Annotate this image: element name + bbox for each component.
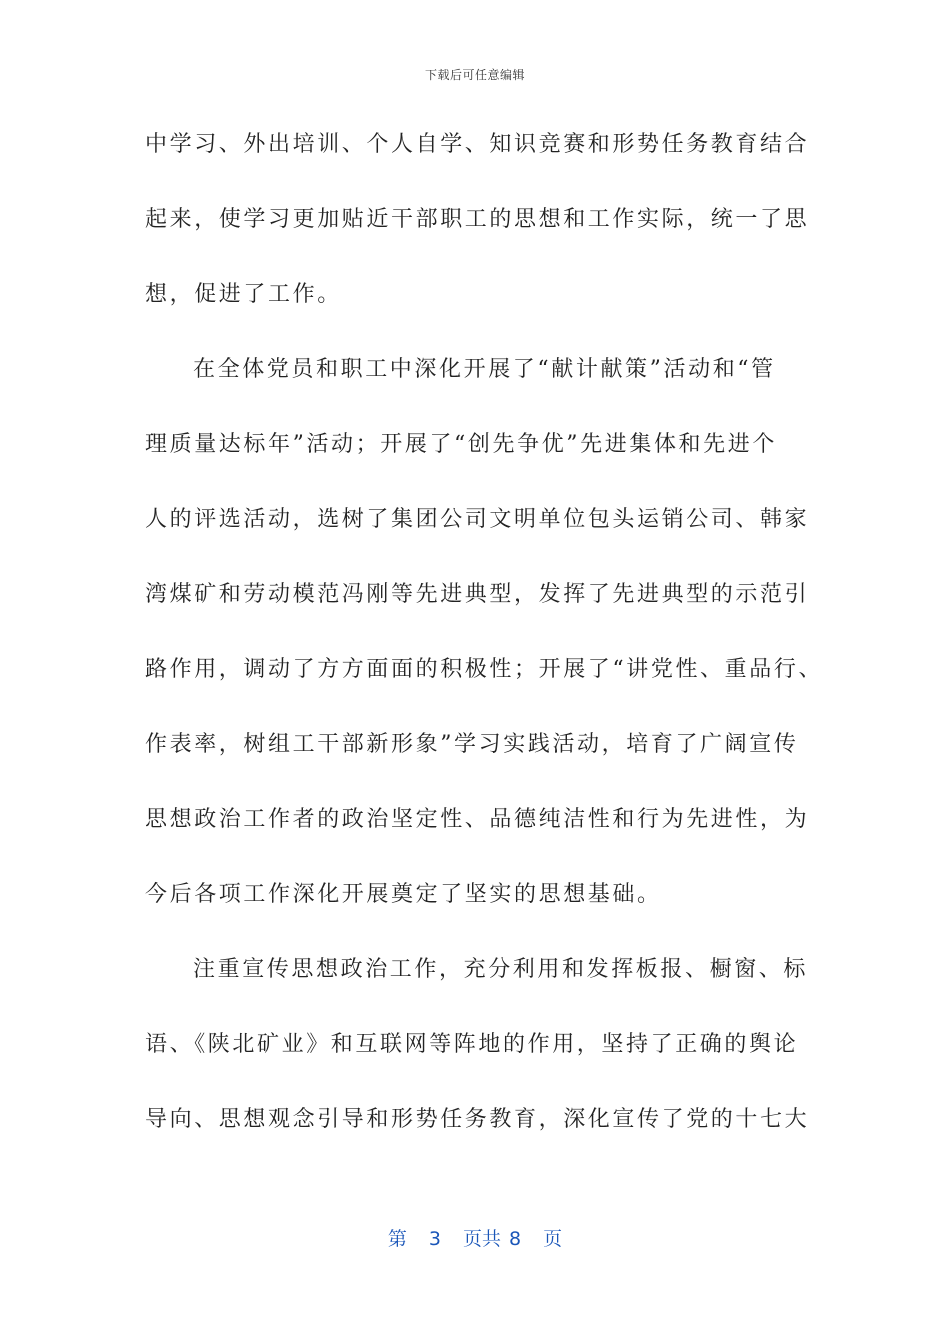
paragraph-line: 注重宣传思想政治工作，充分利用和发挥板报、橱窗、标 [193,957,809,982]
paragraph-line: 想，促进了工作。 [145,282,342,307]
footer-current-page: 3 [428,1228,441,1250]
paragraph-line: 导向、思想观念引导和形势任务教育，深化宣传了党的十七大 [145,1107,810,1132]
footer-middle: 页共 [462,1228,501,1250]
footer-suffix: 页 [543,1228,563,1250]
paragraph-line: 湾煤矿和劳动模范冯刚等先进典型，发挥了先进典型的示范引 [145,582,810,607]
paragraph-line: 在全体党员和职工中深化开展了“献计献策”活动和“管 [193,357,776,382]
paragraph-line: 中学习、外出培训、个人自学、知识竞赛和形势任务教育结合 [145,132,810,157]
page-number-footer [0,1224,950,1251]
paragraph-line: 人的评选活动，选树了集团公司文明单位包头运销公司、韩家 [145,507,810,532]
header-note: 下载后可任意编辑 [424,68,525,82]
paragraph-line: 理质量达标年”活动；开展了“创先争优”先进集体和先进个 [145,432,777,457]
footer-prefix: 第 [387,1228,407,1250]
paragraph-line: 今后各项工作深化开展奠定了坚实的思想基础。 [145,882,662,907]
paragraph-line: 作表率，树组工干部新形象”学习实践活动，培育了广阔宣传 [145,732,799,757]
paragraph-line: 起来，使学习更加贴近干部职工的思想和工作实际，统一了思 [145,207,810,232]
paragraph-line: 路作用，调动了方方面面的积极性；开展了“讲党性、重品行、 [145,657,824,682]
footer-total-pages: 8 [509,1228,522,1250]
paragraph-line: 思想政治工作者的政治坚定性、品德纯洁性和行为先进性，为 [145,807,810,832]
body-text [145,125,824,1175]
paragraph-line: 语、《陕北矿业》和互联网等阵地的作用，坚持了正确的舆论 [145,1032,799,1057]
